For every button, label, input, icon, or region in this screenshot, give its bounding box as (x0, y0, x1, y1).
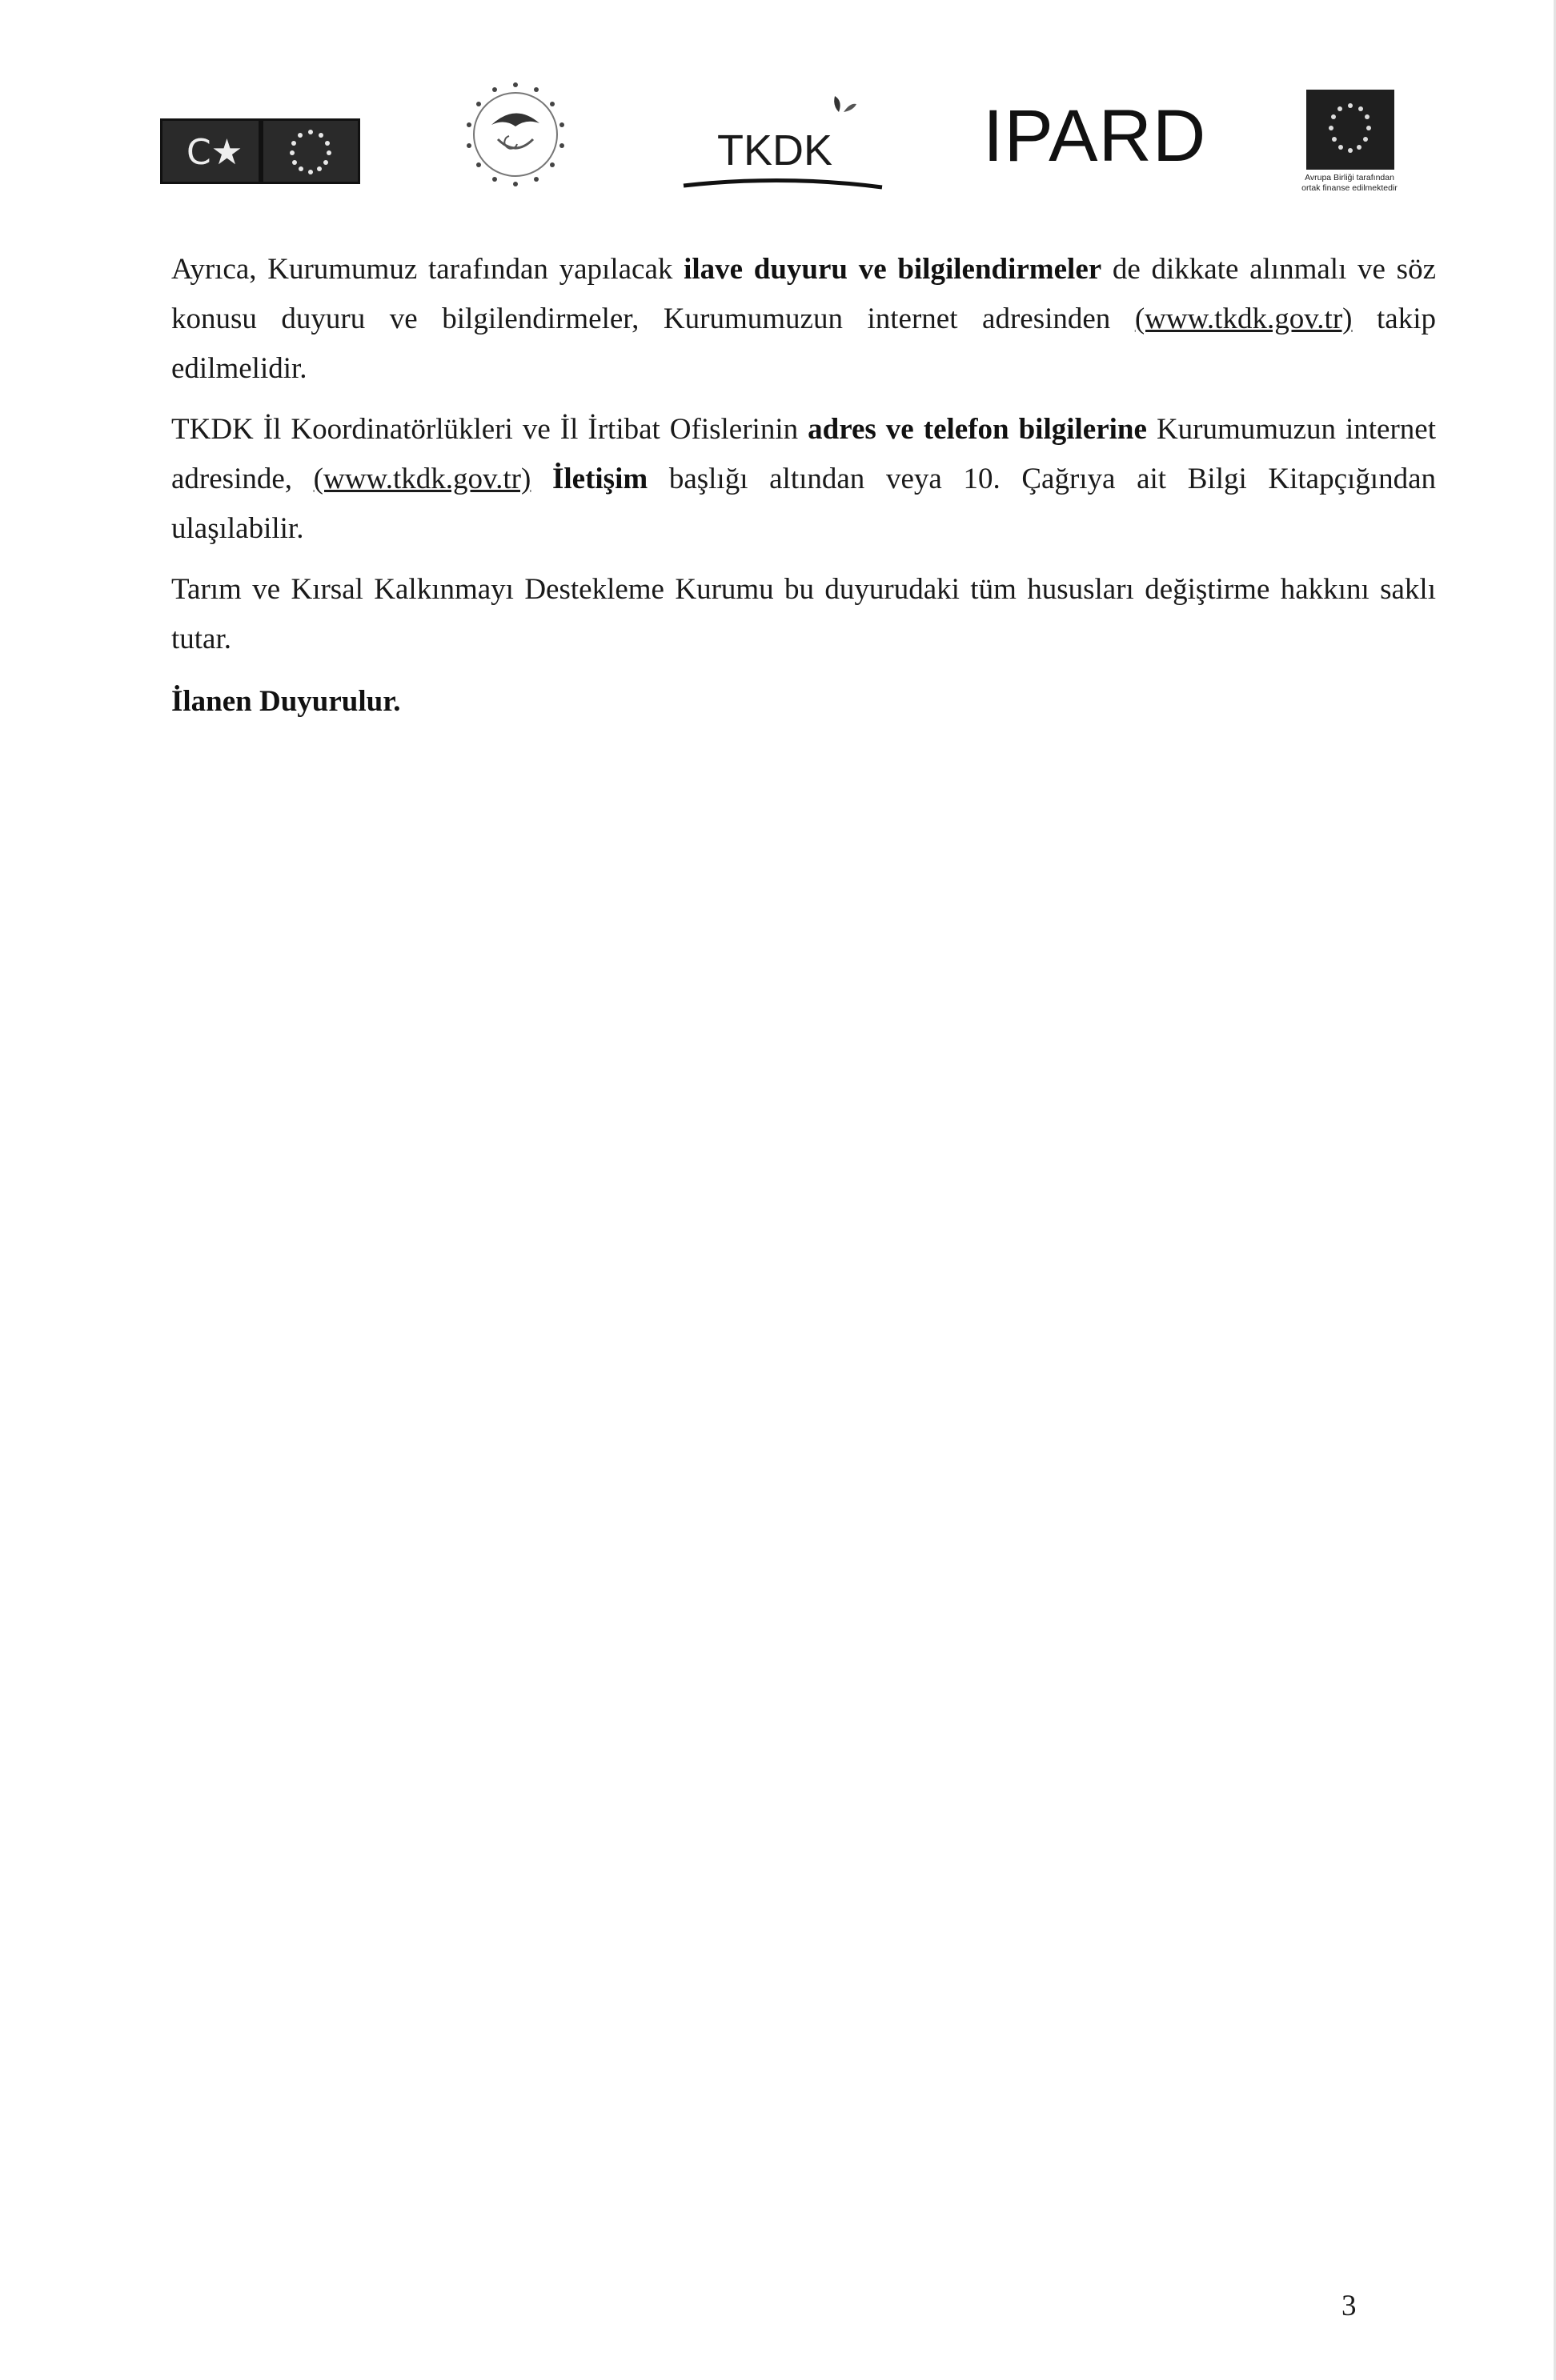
ministry-seal-logo (459, 78, 571, 190)
closing-statement: İlanen Duyurulur. (171, 685, 401, 718)
document-body (171, 245, 1436, 727)
svg-text:TKDK: TKDK (717, 126, 833, 174)
eu-emblem-logo (1306, 90, 1394, 170)
page-number: 3 (1341, 2290, 1357, 2322)
tkdk-logo (679, 88, 887, 208)
paragraph-announcements: Ayrıca, Kurumumuz tarafından yapılacak ilave duyuru ve bilgilendirmeler de dikkate alınmalı ve söz konusu duyuru ve bilgilendirmeler, Kurumumuzun internet adresinden (www.tkdk.gov.tr) takip edilmelidir. (171, 253, 1437, 385)
eu-flag-logo (261, 118, 360, 184)
eu-caption: Avrupa Birliği tarafından ortak finanse edilmektedir (1301, 173, 1398, 193)
website-link[interactable]: (www.tkdk.gov.tr) (313, 463, 531, 495)
paragraph-contact-info: TKDK İl Koordinatörlükleri ve İl İrtibat Ofislerinin adres ve telefon bilgilerine Kurumumuzun internet adresinde, (www.tkdk.gov.tr) İletişim başlığı altından veya 10. Çağrıya ait Bilgi Kitapçığından ulaşılabilir. (171, 413, 1437, 545)
website-link[interactable]: (www.tkdk.gov.tr) (1134, 303, 1353, 335)
logo-header (0, 0, 1556, 224)
paragraph-rights-reserved: Tarım ve Kırsal Kalkınmayı Destekleme Kurumu bu duyurudaki tüm hususları değiştirme hakkını saklı tutar. (171, 573, 1436, 655)
svg-text:C★: C★ (186, 132, 243, 173)
turkish-flag-logo (160, 118, 261, 184)
ipard-logo: IPARD (983, 95, 1207, 177)
